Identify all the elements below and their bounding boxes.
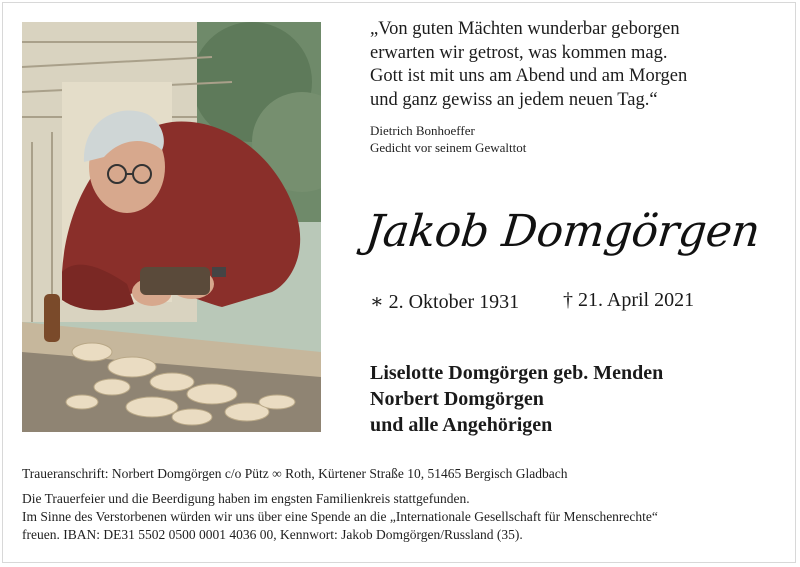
birth-date: ∗ 2. Oktober 1931 — [370, 291, 520, 313]
poem-line: erwarten wir getrost, was kommen mag. — [370, 42, 668, 63]
poem-note: Gedicht vor seinem Gewalttot — [370, 140, 527, 155]
footer-line: freuen. IBAN: DE31 5502 0500 0001 4036 00, Kennwort: Jakob Domgörgen/Russland (35). — [22, 527, 523, 542]
poem-line: „Von guten Mächten wunderbar geborgen — [370, 19, 680, 39]
poem-line: und ganz gewiss an jedem neuen Tag.“ — [370, 89, 658, 110]
deceased-name: Jakob Domgörgen — [363, 206, 763, 257]
mourner-name: Liselotte Domgörgen geb. Menden — [370, 362, 664, 384]
portrait-photo — [22, 22, 321, 432]
mourner-name: Norbert Domgörgen — [370, 388, 544, 410]
mourning-address: Traueranschrift: Norbert Domgörgen c/o Pütz ∞ Roth, Kürtener Straße 10, 51465 Bergisch Gladbach — [22, 466, 568, 481]
poem-block — [370, 18, 790, 156]
mourner-name: und alle Angehörigen — [370, 414, 553, 436]
footer-block — [22, 465, 792, 544]
poem-author: Dietrich Bonhoeffer — [370, 123, 475, 138]
mourners-list — [370, 360, 663, 438]
footer-line: Die Trauerfeier und die Beerdigung haben im engsten Familienkreis stattgefunden. — [22, 491, 470, 506]
footer-line: Im Sinne des Verstorbenen würden wir uns über eine Spende an die „Internationale Gesellschaft für Menschenrechte“ — [22, 509, 658, 524]
poem-line: Gott ist mit uns am Abend und am Morgen — [370, 66, 688, 86]
death-date: † 21. April 2021 — [563, 289, 695, 311]
portrait-photo-icon — [22, 22, 321, 432]
